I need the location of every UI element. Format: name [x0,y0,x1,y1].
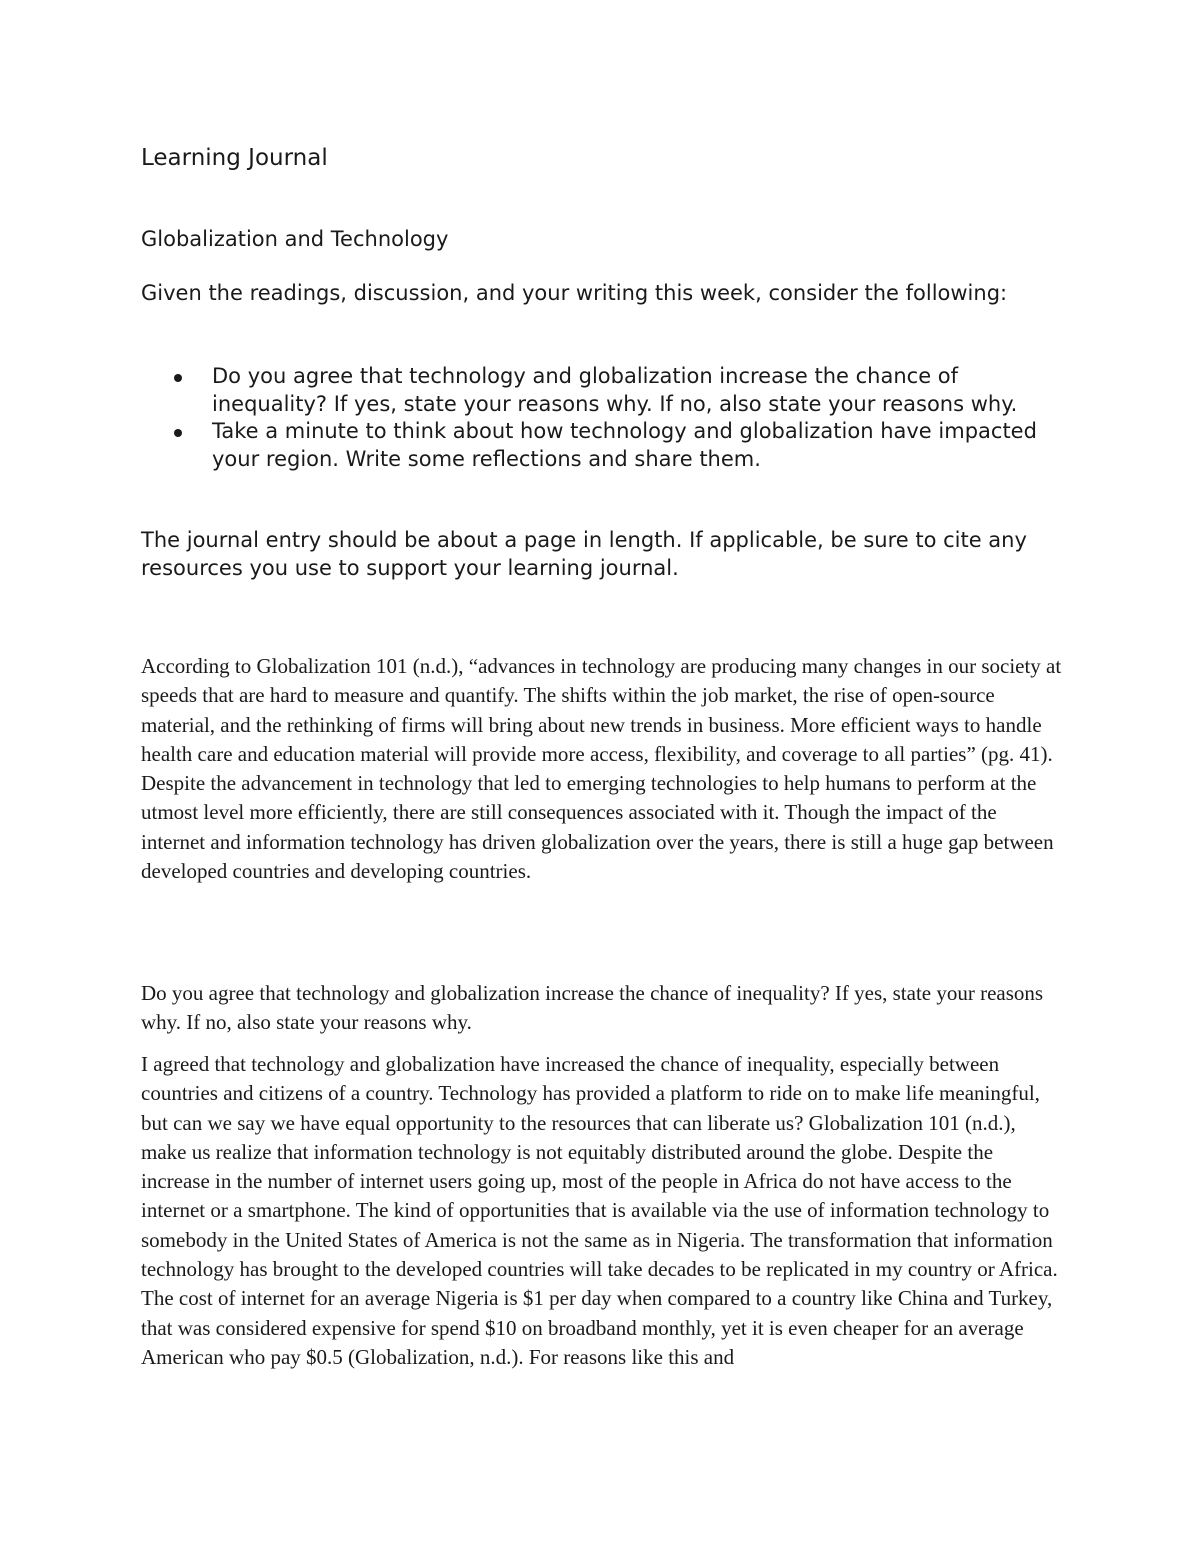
prompt-bullet-item [141,418,1066,473]
prompt-bullet-text: Do you agree that technology and globalization increase the chance of inequality? If yes, state your reasons why. If no, also state your reasons why. [212,364,1018,416]
prompt-bullet-list [141,363,1066,473]
section-heading: Globalization and Technology [141,227,449,251]
prompt-bullet-text: Take a minute to think about how technology and globalization have impacted your region. Write some reflections and share them. [212,419,1037,471]
body-paragraph: I agreed that technology and globalization have increased the chance of inequality, especially between countries and citizens of a country. Technology has provided a platform to ride on to make life meaningful, but can we say we have equal opportunity to the resources that can liberate us? Globalization 101 (n.d.), make us realize that information technology is not equitably distributed around the globe. Despite the increase in the number of internet users going up, most of the people in Africa do not have access to the internet or a smartphone. The kind of opportunities that is available via the use of information technology to somebody in the United States of America is not the same as in Nigeria. The transformation that information technology has brought to the developed countries will take decades to be replicated in my country or Africa. The cost of internet for an average Nigeria is $1 per day when compared to a country like China and Turkey, that was considered expensive for spend $10 on broadband monthly, yet it is even cheaper for an average American who pay $0.5 (Globalization, n.d.). For reasons like this and [141,1052,1058,1369]
bullet-dot-icon [174,429,182,437]
document-title: Learning Journal [141,145,328,171]
journal-instructions: The journal entry should be about a page in length. If applicable, be sure to cite any resources you use to support your learning journal. [141,528,1027,580]
prompt-intro: Given the readings, discussion, and your writing this week, consider the following: [141,281,1008,305]
prompt-bullet-item [141,363,1066,418]
body-paragraph: According to Globalization 101 (n.d.), “advances in technology are producing many changes in our society at speeds that are hard to measure and quantify. The shifts within the job market, the rise of open-source material, and the rethinking of firms will bring about new trends in business. More efficient ways to handle health care and education material will provide more access, flexibility, and coverage to all parties” (pg. 41). Despite the advancement in technology that led to emerging technologies to help humans to perform at the utmost level more efficiently, there are still consequences associated with it. Though the impact of the internet and information technology has driven globalization over the years, there is still a huge gap between developed countries and developing countries. [141,654,1062,884]
bullet-dot-icon [174,374,182,382]
body-question-paragraph: Do you agree that technology and globalization increase the chance of inequality? If yes, state your reasons why. If no, also state your reasons why. [141,981,1044,1035]
